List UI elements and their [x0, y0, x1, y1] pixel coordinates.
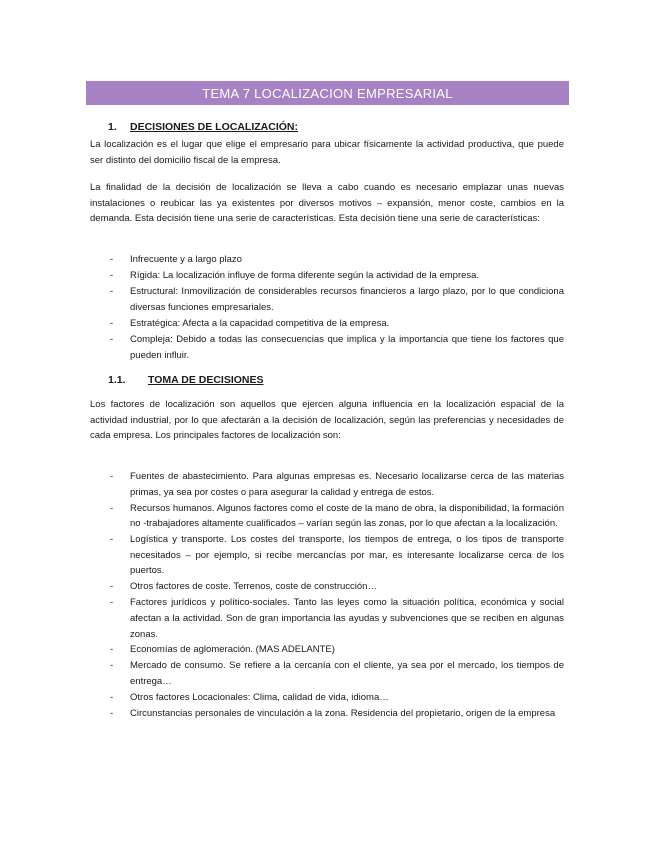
- bullet-dash: -: [110, 692, 114, 704]
- list-item: - Logística y transporte. Los costes del transporte, los tiempos de entrega, o los tipos de transporte necesitados – por ejemplo, si recibe mercancías por mar, es interesante localizarse cerca de los puertos.: [110, 534, 564, 577]
- bullet-dash: -: [110, 502, 114, 514]
- section-1-paragraph-2: La finalidad de la decisión de localización se lleva a cabo cuando es necesario emplazar unas nuevas instalaciones o reubicar las ya existentes por diversos motivos – expansión, menor coste, cambios en la demanda. Esta decisión tiene una serie de características. Esta decisión tiene una serie de características:: [90, 182, 564, 225]
- characteristics-list: [90, 252, 564, 364]
- bullet-dash: -: [110, 286, 114, 298]
- bullet-dash: -: [110, 270, 114, 282]
- list-item: - Fuentes de abastecimiento. Para algunas empresas es. Necesario localizarse cerca de las materias primas, ya sea por costes o para asegurar la calidad y entrega de estos.: [110, 471, 564, 498]
- bullet-dash: -: [110, 597, 114, 609]
- list-item: - Infrecuente y a largo plazo: [90, 252, 564, 268]
- section-1-1-paragraph: Los factores de localización son aquellos que ejercen alguna influencia en la localización espacial de la actividad industrial, por lo que afectarán a la decisión de localización, según las preferencias y necesidades de cada empresa. Los principales factores de localización son:: [90, 399, 564, 442]
- list-item: - Recursos humanos. Algunos factores como el coste de la mano de obra, la disponibilidad, la formación no -trabajadores altamente cualificados – varían según las zonas, por lo que afectan a la localización.: [110, 502, 564, 530]
- bullet-dash: -: [110, 471, 114, 482]
- bullet-dash: -: [110, 708, 114, 720]
- list-item: - Mercado de consumo. Se refiere a la cercanía con el cliente, ya sea por el mercado, los tiempos de entrega…: [110, 660, 564, 688]
- bullet-dash: -: [110, 334, 114, 346]
- section-1-paragraph-1: La localización es el lugar que elige el empresario para ubicar físicamente la actividad productiva, que puede ser distinto del domicilio fiscal de la empresa.: [90, 139, 564, 166]
- list-item: - Otros factores de coste. Terrenos, coste de construcción…: [90, 579, 564, 595]
- list-item: - Estructural: Inmovilización de considerables recursos financieros a largo plazo, por lo que condiciona diversas funciones empresariales.: [110, 286, 564, 313]
- bullet-dash: -: [110, 581, 114, 593]
- bullet-dash: -: [110, 318, 114, 330]
- bullet-dash: -: [110, 660, 114, 672]
- list-item: - Circunstancias personales de vinculación a la zona. Residencia del propietario, origen de la empresa: [90, 706, 564, 722]
- list-item: - Compleja: Debido a todas las consecuencias que implica y la importancia que tiene los factores que pueden influir.: [110, 334, 564, 361]
- bullet-dash: -: [110, 644, 114, 656]
- list-item: - Otros factores Locacionales: Clima, calidad de vida, idioma…: [90, 690, 564, 706]
- bullet-dash: -: [110, 254, 114, 265]
- section-1-number: 1.: [108, 121, 117, 133]
- section-1-heading: [108, 121, 298, 133]
- section-1-1-title: TOMA DE DECISIONES: [148, 374, 264, 386]
- section-1-1-heading: [108, 374, 264, 386]
- list-item: - Factores jurídicos y político-sociales. Tanto las leyes como la situación política, económica y social afectan a la actividad. Son de gran importancia las ayudas y subvenciones que se reciben en algunas zonas.: [110, 597, 564, 640]
- location-factors-list: [90, 469, 564, 722]
- list-item: - Estratégica: Afecta a la capacidad competitiva de la empresa.: [90, 316, 564, 332]
- list-item: - Rígida: La localización influye de forma diferente según la actividad de la empresa.: [90, 268, 564, 284]
- title-banner: [86, 81, 569, 105]
- list-item: - Economías de aglomeración. (MAS ADELANTE): [90, 642, 564, 658]
- bullet-dash: -: [110, 534, 114, 546]
- page-title: TEMA 7 LOCALIZACION EMPRESARIAL: [202, 85, 453, 101]
- section-1-1-number: 1.1.: [108, 374, 126, 386]
- section-1-title: DECISIONES DE LOCALIZACIÓN:: [130, 121, 299, 133]
